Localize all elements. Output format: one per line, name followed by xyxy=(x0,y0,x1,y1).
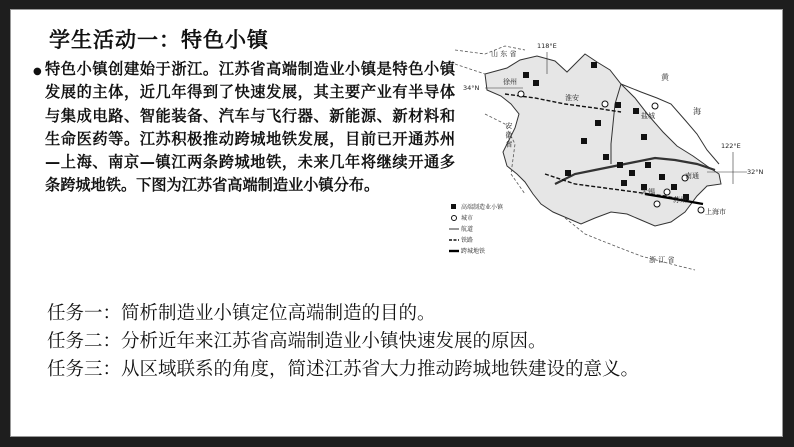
city-marker xyxy=(518,91,524,97)
town-marker xyxy=(659,174,665,180)
legend-circle-symbol xyxy=(452,216,457,221)
city-marker xyxy=(654,201,660,207)
jiangsu-map xyxy=(445,34,771,296)
legend-label: 铁路 xyxy=(461,237,474,244)
legend-label: 航道 xyxy=(461,226,474,233)
town-marker xyxy=(603,154,609,160)
label-zhejiang: 浙 江 省 xyxy=(649,256,675,264)
label-shanghai: 上海市 xyxy=(705,208,726,216)
label-nantong: 南通 xyxy=(685,172,699,180)
label-anhui: 安 徽 省 xyxy=(505,122,513,148)
label-suzhou: 苏州 xyxy=(673,196,687,204)
town-marker xyxy=(641,134,647,140)
intro-paragraph: 特色小镇创建始于浙江。江苏省高端制造业小镇是特色小镇发展的主体，近几年得到了快速发展，其主要产业有半导体与集成电路、智能装备、汽车与飞行器、新能源、新材料和生命医药等。江苏积极推动跨城地铁发展，目前已开通苏州—上海、南京—镇江两条跨城地铁，未来几年将继续开通多条跨城地铁。下图为江苏省高端制造业小镇分布。 xyxy=(45,60,455,195)
city-marker xyxy=(602,101,608,107)
label-yellow-sea-2: 海 xyxy=(693,107,701,116)
label-lon122: 122°E xyxy=(721,142,741,150)
legend-label: 高端制造业小镇 xyxy=(461,204,504,211)
slide xyxy=(10,9,783,437)
bullet-icon: ● xyxy=(33,66,42,77)
label-shandong: 山 东 省 xyxy=(491,50,517,58)
zhejiang-border xyxy=(565,218,695,270)
label-lat32: 32°N xyxy=(747,168,764,176)
town-marker xyxy=(523,72,529,78)
legend-label: 跨城地铁 xyxy=(461,248,486,255)
label-wuxi: 无锡 xyxy=(641,188,655,196)
town-marker xyxy=(615,102,621,108)
town-marker xyxy=(633,108,639,114)
town-marker xyxy=(617,162,623,168)
task-2: 任务二：分析近年来江苏省高端制造业小镇快速发展的原因。 xyxy=(47,331,547,352)
label-xuzhou: 徐州 xyxy=(503,78,517,86)
city-marker xyxy=(652,103,658,109)
legend-label: 城市 xyxy=(461,215,474,222)
town-marker xyxy=(565,170,571,176)
label-lon118: 118°E xyxy=(537,42,557,50)
label-yellow-sea-1: 黄 xyxy=(661,73,669,82)
task-list xyxy=(47,300,777,384)
task-3: 任务三：从区域联系的角度，简述江苏省大力推动跨城地铁建设的意义。 xyxy=(47,359,640,380)
city-marker xyxy=(664,189,670,195)
task-1: 任务一：简析制造业小镇定位高端制造的目的。 xyxy=(47,303,436,324)
town-marker xyxy=(671,184,677,190)
map-legend xyxy=(449,203,504,255)
town-marker xyxy=(595,120,601,126)
town-marker xyxy=(533,80,539,86)
slide-title: 学生活动一：特色小镇 xyxy=(49,28,269,52)
town-marker xyxy=(621,180,627,186)
town-marker xyxy=(645,162,651,168)
label-lat34: 34°N xyxy=(463,84,480,92)
town-marker xyxy=(629,170,635,176)
town-marker xyxy=(591,62,597,68)
label-huaian: 淮安 xyxy=(565,94,579,102)
city-marker xyxy=(698,207,704,213)
legend-square-symbol xyxy=(451,204,456,209)
label-yancheng: 盐城 xyxy=(641,112,655,120)
town-marker xyxy=(581,138,587,144)
